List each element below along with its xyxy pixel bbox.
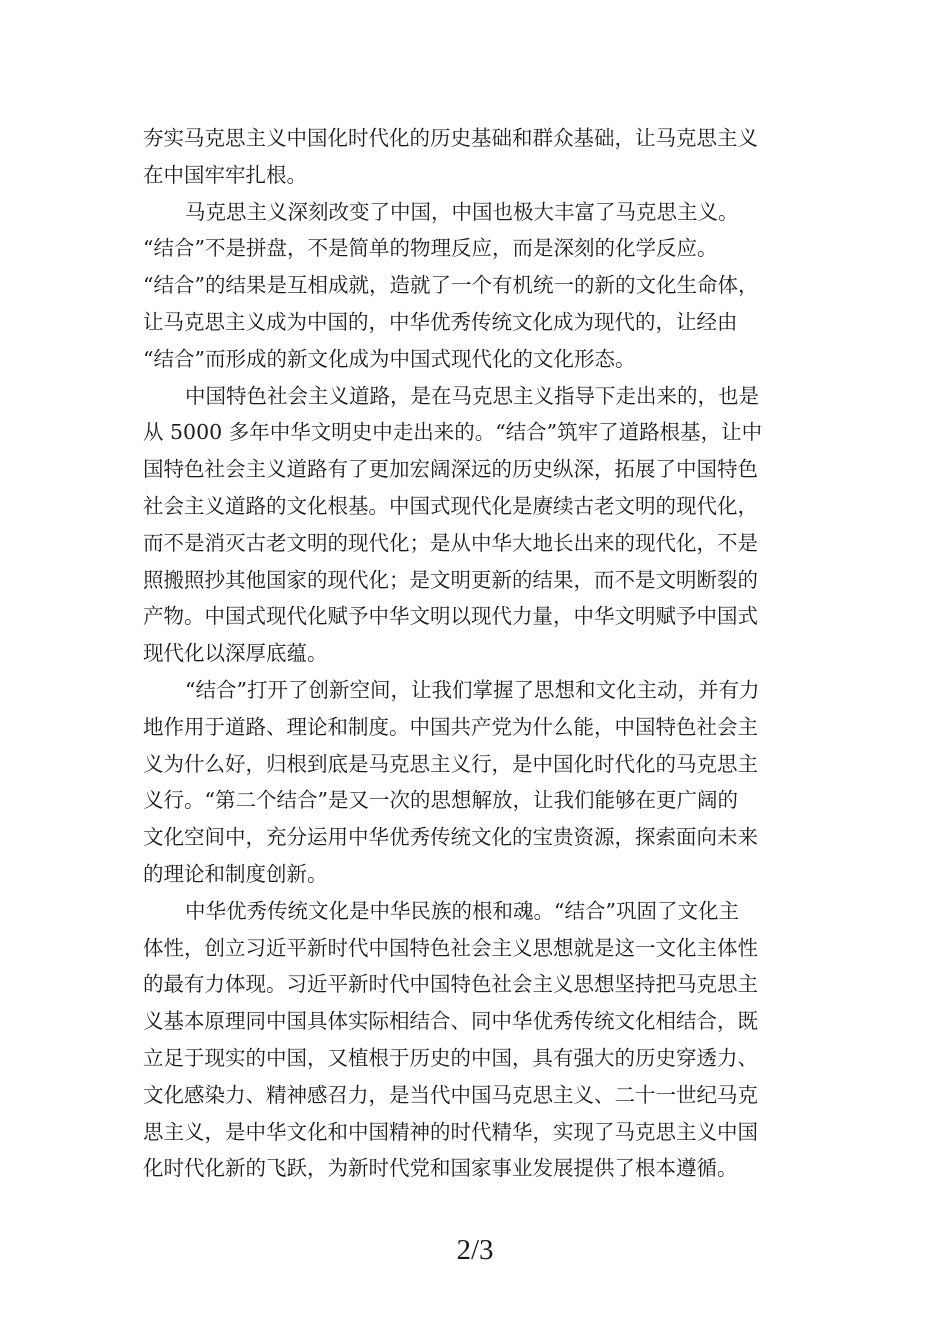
page-number: 2/3	[456, 1234, 494, 1266]
body-text	[143, 120, 818, 1187]
text-line: 的最有力体现。习近平新时代中国特色社会主义思想坚持把马克思主	[143, 972, 758, 997]
text-line: 让马克思主义成为中国的，中华优秀传统文化成为现代的，让经由	[143, 309, 738, 334]
text-line: 义为什么好，归根到底是马克思主义行，是中国化时代化的马克思主	[143, 751, 758, 776]
text-line: 的理论和制度创新。	[143, 861, 328, 886]
paragraph-first-line: “结合”打开了创新空间，让我们掌握了思想和文化主动，并有力	[185, 677, 760, 702]
text-line: 而不是消灭古老文明的现代化；是从中华大地长出来的现代化，不是	[143, 530, 758, 555]
text-line: 地作用于道路、理论和制度。中国共产党为什么能，中国特色社会主	[143, 714, 758, 739]
text-line: “结合”不是拼盘，不是简单的物理反应，而是深刻的化学反应。	[143, 236, 718, 261]
text-line: 夯实马克思主义中国化时代化的历史基础和群众基础，让马克思主义	[143, 126, 758, 150]
text-line: 现代化以深厚底蕴。	[143, 641, 328, 666]
text-line: 产物。中国式现代化赋予中华文明以现代力量，中华文明赋予中国式	[143, 604, 758, 629]
text-line: 文化感染力、精神感召力，是当代中国马克思主义、二十一世纪马克	[143, 1082, 758, 1107]
text-line: “结合”的结果是互相成就，造就了一个有机统一的新的文化生命体，	[143, 273, 759, 298]
text-line: 社会主义道路的文化根基。中国式现代化是赓续古老文明的现代化，	[143, 493, 758, 518]
text-line: 体性，创立习近平新时代中国特色社会主义思想就是这一文化主体性	[143, 935, 758, 960]
text-line: 义行。“第二个结合”是又一次的思想解放，让我们能够在更广阔的	[143, 788, 738, 813]
text-line: 国特色社会主义道路有了更加宏阔深远的历史纵深，拓展了中国特色	[143, 457, 758, 482]
text-line: 立足于现实的中国，又植根于历史的中国，具有强大的历史穿透力、	[143, 1045, 758, 1070]
text-line: 文化空间中，充分运用中华优秀传统文化的宝贵资源，探索面向未来	[143, 825, 758, 850]
paragraph-first-line: 马克思主义深刻改变了中国，中国也极大丰富了马克思主义。	[185, 199, 739, 224]
paragraph-first-line: 中国特色社会主义道路，是在马克思主义指导下走出来的，也是	[185, 383, 759, 408]
text-line: 化时代化新的飞跃，为新时代党和国家事业发展提供了根本遵循。	[143, 1156, 738, 1181]
text-line: 在中国牢牢扎根。	[143, 162, 307, 187]
paragraph-first-line: 中华优秀传统文化是中华民族的根和魂。“结合”巩固了文化主	[185, 898, 739, 923]
text-line: 思主义，是中华文化和中国精神的时代精华，实现了马克思主义中国	[143, 1119, 758, 1144]
text-line: 义基本原理同中国具体实际相结合、同中华优秀传统文化相结合，既	[143, 1009, 758, 1034]
text-line: 照搬照抄其他国家的现代化；是文明更新的结果，而不是文明断裂的	[143, 567, 758, 592]
text-line: “结合”而形成的新文化成为中国式现代化的文化形态。	[143, 346, 636, 371]
text-line: 从 5000 多年中华文明史中走出来的。“结合”筑牢了道路根基，让中	[143, 420, 763, 445]
